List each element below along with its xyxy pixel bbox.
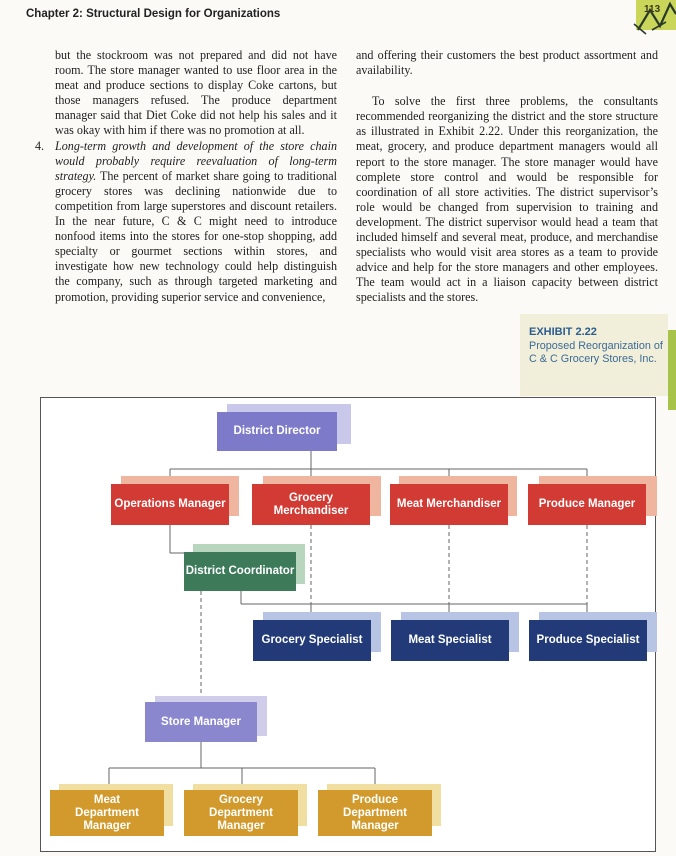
meat-department-manager-label: Meat Department Manager bbox=[75, 793, 139, 832]
grocery-specialist-box bbox=[253, 620, 371, 661]
exhibit-label: EXHIBIT 2.22 bbox=[529, 326, 597, 338]
district-director-label: District Director bbox=[233, 425, 321, 437]
produce-manager-label: Produce Manager bbox=[538, 498, 636, 510]
meat-specialist-label: Meat Specialist bbox=[408, 634, 492, 646]
meat-department-manager-box bbox=[50, 790, 164, 836]
list-item-4 bbox=[35, 138, 337, 305]
district-coordinator-label: District Coordinator bbox=[185, 565, 295, 577]
store-manager-label: Store Manager bbox=[161, 715, 241, 728]
org-chart bbox=[40, 397, 656, 852]
produce-specialist-label: Produce Specialist bbox=[536, 634, 640, 646]
district-director-box bbox=[217, 412, 337, 451]
meat-specialist-box bbox=[391, 620, 509, 661]
meat-merchandiser-box bbox=[390, 484, 508, 525]
list-item-italic: Long-term growth and development of the store chain would probably require reevaluation of long-term strategy. bbox=[55, 138, 337, 183]
right-paragraph-1: and offering their customers the best product assortment and availability. bbox=[356, 48, 658, 78]
store-manager-box bbox=[145, 702, 257, 742]
operations-manager-box bbox=[111, 484, 229, 525]
grocery-merchandiser-label: Grocery Merchandiser bbox=[273, 491, 349, 517]
page-number-text: 113 bbox=[644, 4, 661, 15]
produce-specialist-box bbox=[529, 620, 647, 661]
exhibit-caption bbox=[520, 314, 668, 396]
grocery-department-manager-label: Grocery Department Manager bbox=[209, 793, 273, 832]
produce-manager-box bbox=[528, 484, 646, 525]
corner-ornament-icon bbox=[600, 0, 676, 36]
left-paragraph-1: but the stockroom was not prepared and did not have room. The store manager wanted to use floor area in the meat and produce sections to display Coke cartons, but those managers refused. The produce department manager said that Diet Coke did not help his sales and it was okay with him if there was no promotion at all. bbox=[55, 48, 337, 138]
right-paragraph-2: To solve the first three problems, the consultants recommended reorganizing the district and the store structure as illustrated in Exhibit 2.22. Under this reorganization, the meat, grocery, and produce department managers would all report to the store manager. The store manager would have complete store control and would be responsible for coordination of all store activities. The district supervisor’s role would be changed from supervision to training and development. The district supervisor would head a team that included himself and several meat, produce, and merchandise specialists who would visit area stores as a team to provide advice and help for the store managers and other employees. The team would act in a liaison capacity between district specialists and the stores. bbox=[356, 94, 658, 305]
list-item-number: 4. bbox=[35, 138, 45, 153]
grocery-department-manager-box bbox=[184, 790, 298, 836]
exhibit-title: Proposed Reorganization of C & C Grocery Stores, Inc. bbox=[529, 340, 663, 365]
district-coordinator-box bbox=[184, 552, 296, 591]
produce-department-manager-box bbox=[318, 790, 432, 836]
right-column bbox=[356, 48, 658, 306]
list-item-text: The percent of market share going to traditional grocery stores was declining nationwide due to competition from large superstores and discount retailers. In the near future, C & C might need to introduce nonfood items into the stores for one-stop shopping, add specialty or gourmet sections within stores, and investigate how new technology could help distinguish the company, such as through targeted marketing and promotion, providing superior service and convenience, bbox=[55, 168, 337, 304]
chapter-header: Chapter 2: Structural Design for Organizations bbox=[26, 8, 281, 20]
produce-department-manager-label: Produce Department Manager bbox=[343, 793, 407, 832]
left-column bbox=[35, 48, 337, 305]
margin-accent-bar bbox=[668, 330, 676, 410]
grocery-specialist-label: Grocery Specialist bbox=[261, 634, 363, 646]
operations-manager-label: Operations Manager bbox=[114, 498, 226, 510]
grocery-merchandiser-box bbox=[252, 484, 370, 525]
meat-merchandiser-label: Meat Merchandiser bbox=[396, 498, 502, 510]
